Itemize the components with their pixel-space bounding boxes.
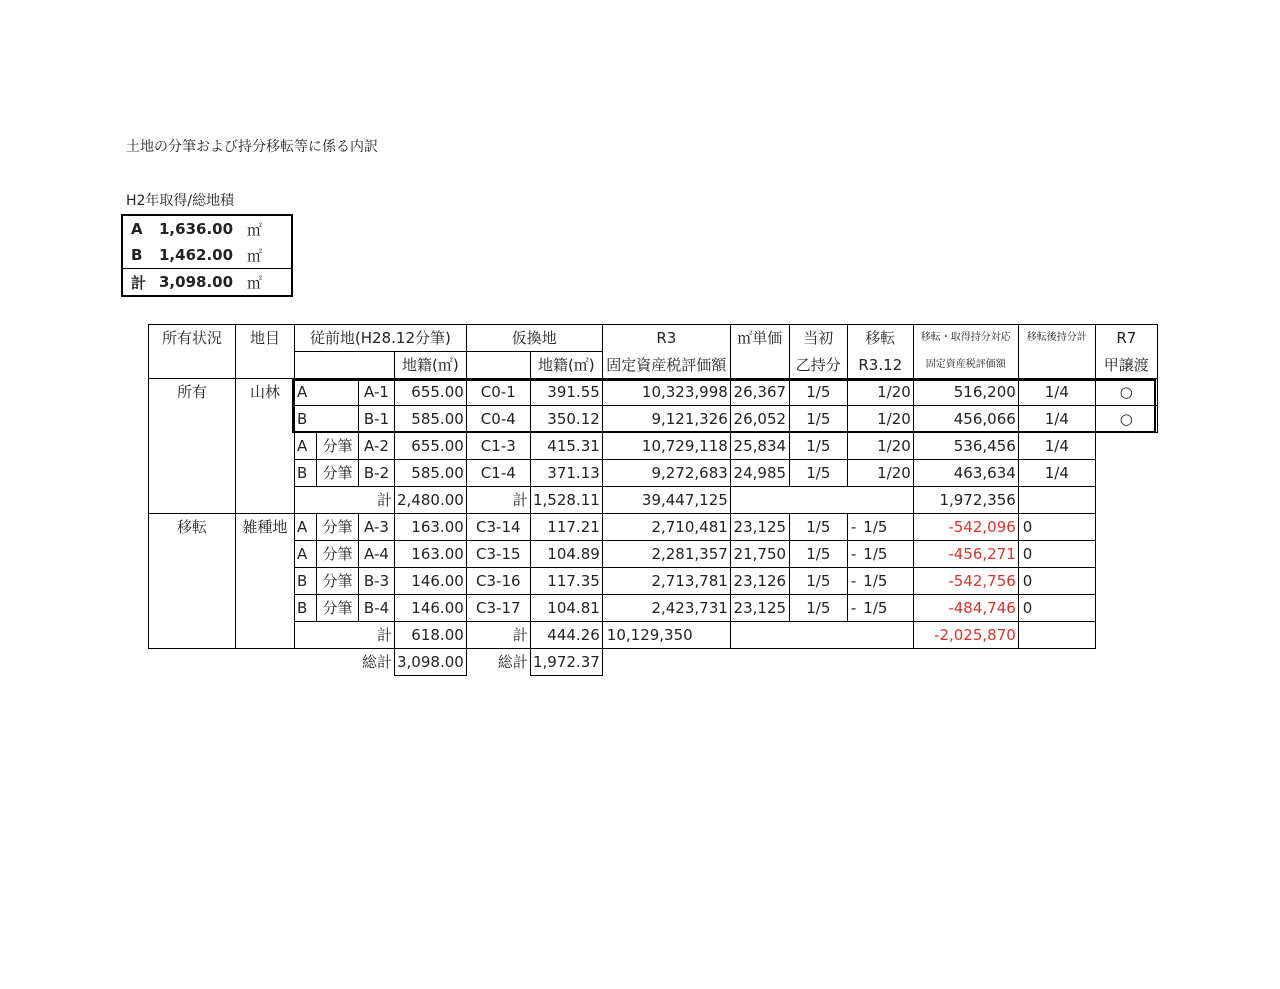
header-r7-sub: 甲譲渡 — [1095, 352, 1157, 379]
area-cell: 585.00 — [395, 460, 467, 487]
share-cell: 1/5 — [789, 541, 847, 568]
header-blank — [730, 352, 789, 379]
subtotal-row — [149, 487, 1158, 514]
transfer-cell: 1/5 — [859, 514, 913, 541]
subtotal-area: 2,480.00 — [395, 487, 467, 514]
summary-table — [121, 214, 293, 297]
value-cell: 2,281,357 — [602, 541, 730, 568]
lot-cell: B-4 — [359, 595, 395, 622]
header-r7: R7 — [1095, 325, 1157, 352]
tax-cell: -484,746 — [913, 595, 1018, 622]
temp-lot-cell: C3-15 — [466, 541, 530, 568]
land-type-cell: 雑種地 — [236, 514, 295, 649]
r7-cell: ○ — [1095, 406, 1157, 433]
table-row — [149, 379, 1158, 406]
grand-total-blank — [149, 649, 295, 676]
area-cell: 585.00 — [395, 406, 467, 433]
lot-cell: A-4 — [359, 541, 395, 568]
r7-cell — [1095, 433, 1157, 460]
value-cell: 2,423,731 — [602, 595, 730, 622]
header-row-1 — [149, 325, 1158, 352]
subtotal-temp-area: 444.26 — [530, 622, 602, 649]
header-initial-sub: 乙持分 — [789, 352, 847, 379]
value-cell: 2,713,781 — [602, 568, 730, 595]
tax-cell: 456,066 — [913, 406, 1018, 433]
summary-unit: ㎡ — [247, 220, 263, 239]
subtotal-blank — [1095, 622, 1157, 649]
transfer-cell: 1/20 — [859, 379, 913, 406]
subtotal-blank — [730, 622, 913, 649]
dash-cell — [847, 379, 859, 406]
header-transfer-tax-sub: 固定資産税評価額 — [913, 352, 1018, 379]
area-cell: 146.00 — [395, 568, 467, 595]
value-cell: 10,729,118 — [602, 433, 730, 460]
transfer-cell: 1/20 — [859, 433, 913, 460]
transfer-cell: 1/5 — [859, 541, 913, 568]
header-unit-price: ㎡単価 — [730, 325, 789, 352]
grand-total-blank — [602, 649, 1157, 676]
dash-cell — [847, 460, 859, 487]
subtotal-value: 39,447,125 — [602, 487, 730, 514]
area-cell: 163.00 — [395, 541, 467, 568]
transfer-cell: 1/20 — [859, 406, 913, 433]
summary-row-total — [122, 269, 292, 297]
unit-price-cell: 26,052 — [730, 406, 789, 433]
transfer-cell: 1/20 — [859, 460, 913, 487]
after-share-cell: 1/4 — [1018, 379, 1095, 406]
summary-label: 計 — [122, 269, 159, 297]
r7-cell — [1095, 595, 1157, 622]
code-cell: A — [295, 514, 317, 541]
header-temp-area: 地籍(㎡) — [530, 352, 602, 379]
summary-unit: ㎡ — [247, 246, 263, 265]
dash-cell — [847, 433, 859, 460]
ownership-cell: 所有 — [149, 379, 236, 514]
temp-area-cell: 415.31 — [530, 433, 602, 460]
area-cell: 655.00 — [395, 379, 467, 406]
transfer-cell: 1/5 — [859, 568, 913, 595]
subtotal-row — [149, 622, 1158, 649]
grand-total-temp-label: 総計 — [497, 653, 528, 672]
lot-cell: B-1 — [359, 406, 395, 433]
dash-cell: - — [847, 541, 859, 568]
temp-area-cell: 117.21 — [530, 514, 602, 541]
temp-lot-cell: C1-4 — [466, 460, 530, 487]
share-cell: 1/5 — [789, 406, 847, 433]
header-previous-land: 従前地(H28.12分筆) — [295, 325, 467, 352]
r7-cell — [1095, 460, 1157, 487]
split-cell: 分筆 — [317, 514, 359, 541]
code-cell: B — [295, 406, 317, 433]
header-prev-area: 地籍(㎡) — [395, 352, 467, 379]
summary-row-a — [122, 215, 292, 242]
header-blank — [1018, 352, 1095, 379]
grand-total-row — [149, 649, 1158, 676]
lot-cell: A-2 — [359, 433, 395, 460]
split-cell: 分筆 — [317, 460, 359, 487]
temp-area-cell: 104.89 — [530, 541, 602, 568]
subtotal-area: 618.00 — [395, 622, 467, 649]
subtotal-tax: 1,972,356 — [913, 487, 1018, 514]
share-cell: 1/5 — [789, 433, 847, 460]
subtotal-temp-area: 1,528.11 — [530, 487, 602, 514]
dash-cell: - — [847, 595, 859, 622]
table-row — [149, 433, 1158, 460]
after-share-cell: 1/4 — [1018, 433, 1095, 460]
subtotal-label: 計 — [295, 487, 395, 514]
temp-lot-cell: C3-14 — [466, 514, 530, 541]
grand-total-temp-area: 1,972.37 — [530, 649, 602, 676]
tax-cell: -456,271 — [913, 541, 1018, 568]
subtotal-blank — [1018, 622, 1095, 649]
share-cell: 1/5 — [789, 568, 847, 595]
tax-cell: -542,756 — [913, 568, 1018, 595]
subtotal-blank — [730, 487, 913, 514]
unit-price-cell: 23,125 — [730, 595, 789, 622]
split-cell — [317, 406, 359, 433]
subtotal-temp-label: 計 — [466, 622, 530, 649]
subtotal-label: 計 — [295, 622, 395, 649]
split-cell — [317, 379, 359, 406]
share-cell: 1/5 — [789, 514, 847, 541]
table-row — [149, 460, 1158, 487]
temp-lot-cell: C3-16 — [466, 568, 530, 595]
transfer-cell: 1/5 — [859, 595, 913, 622]
temp-area-cell: 371.13 — [530, 460, 602, 487]
code-cell: B — [295, 568, 317, 595]
code-cell: B — [295, 460, 317, 487]
temp-area-cell: 104.81 — [530, 595, 602, 622]
after-share-cell: 1/4 — [1018, 460, 1095, 487]
summary-value: 3,098.00 — [159, 269, 233, 297]
dash-cell: - — [847, 514, 859, 541]
split-cell: 分筆 — [317, 595, 359, 622]
summary-row-b — [122, 242, 292, 269]
r7-cell — [1095, 514, 1157, 541]
code-cell: A — [295, 379, 317, 406]
temp-lot-cell: C1-3 — [466, 433, 530, 460]
area-cell: 655.00 — [395, 433, 467, 460]
tax-cell: 463,634 — [913, 460, 1018, 487]
summary-value: 1,636.00 — [159, 220, 234, 238]
summary-caption: H2年取得/総地積 — [126, 193, 235, 209]
unit-price-cell: 23,126 — [730, 568, 789, 595]
r7-cell — [1095, 541, 1157, 568]
header-row-2 — [149, 352, 1158, 379]
page-title: 土地の分筆および持分移転等に係る内訳 — [126, 139, 378, 155]
subtotal-blank — [1018, 487, 1095, 514]
grand-total-area: 3,098.00 — [395, 649, 467, 676]
tax-cell: -542,096 — [913, 514, 1018, 541]
unit-price-cell: 21,750 — [730, 541, 789, 568]
unit-price-cell: 26,367 — [730, 379, 789, 406]
code-cell: B — [295, 595, 317, 622]
table-row — [149, 568, 1158, 595]
unit-price-cell: 23,125 — [730, 514, 789, 541]
table-row — [149, 595, 1158, 622]
temp-area-cell: 117.35 — [530, 568, 602, 595]
land-type-cell: 山林 — [236, 379, 295, 514]
split-cell: 分筆 — [317, 433, 359, 460]
header-temp-land: 仮換地 — [466, 325, 602, 352]
header-transfer: 移転 — [847, 325, 913, 352]
table-row — [149, 514, 1158, 541]
area-cell: 163.00 — [395, 514, 467, 541]
header-blank — [466, 352, 530, 379]
unit-price-cell: 24,985 — [730, 460, 789, 487]
table-row — [149, 406, 1158, 433]
share-cell: 1/5 — [789, 379, 847, 406]
share-cell: 1/5 — [789, 460, 847, 487]
tax-cell: 536,456 — [913, 433, 1018, 460]
header-land-type: 地目 — [236, 325, 295, 379]
lot-cell: B-2 — [359, 460, 395, 487]
after-share-cell: 0 — [1018, 568, 1095, 595]
code-cell: A — [295, 433, 317, 460]
header-r3-sub: 固定資産税評価額 — [602, 352, 730, 379]
r7-cell — [1095, 568, 1157, 595]
lot-cell: A-3 — [359, 514, 395, 541]
breakdown-table — [148, 324, 1158, 676]
temp-area-cell: 391.55 — [530, 379, 602, 406]
header-transfer-sub: R3.12 — [847, 352, 913, 379]
split-cell: 分筆 — [317, 568, 359, 595]
temp-lot-cell: C0-4 — [466, 406, 530, 433]
subtotal-tax: -2,025,870 — [913, 622, 1018, 649]
value-cell: 9,121,326 — [602, 406, 730, 433]
header-initial: 当初 — [789, 325, 847, 352]
grand-total-label: 総計 — [361, 653, 392, 672]
summary-label: A — [131, 220, 143, 238]
header-after-share: 移転後持分計 — [1018, 325, 1095, 352]
temp-lot-cell: C0-1 — [466, 379, 530, 406]
after-share-cell: 1/4 — [1018, 406, 1095, 433]
area-cell: 146.00 — [395, 595, 467, 622]
temp-lot-cell: C3-17 — [466, 595, 530, 622]
ownership-cell: 移転 — [149, 514, 236, 649]
temp-area-cell: 350.12 — [530, 406, 602, 433]
value-cell: 10,323,998 — [602, 379, 730, 406]
subtotal-blank — [1095, 487, 1157, 514]
header-blank — [295, 352, 395, 379]
subtotal-value: 10,129,350 — [602, 622, 730, 649]
after-share-cell: 0 — [1018, 541, 1095, 568]
subtotal-temp-label: 計 — [466, 487, 530, 514]
value-cell: 9,272,683 — [602, 460, 730, 487]
r7-cell: ○ — [1095, 379, 1157, 406]
summary-value: 1,462.00 — [159, 246, 234, 264]
header-ownership: 所有状況 — [149, 325, 236, 379]
value-cell: 2,710,481 — [602, 514, 730, 541]
summary-label: B — [131, 246, 143, 264]
table-row — [149, 541, 1158, 568]
share-cell: 1/5 — [789, 595, 847, 622]
lot-cell: A-1 — [359, 379, 395, 406]
summary-unit: ㎡ — [233, 269, 292, 297]
after-share-cell: 0 — [1018, 595, 1095, 622]
tax-cell: 516,200 — [913, 379, 1018, 406]
unit-price-cell: 25,834 — [730, 433, 789, 460]
dash-cell — [847, 406, 859, 433]
dash-cell: - — [847, 568, 859, 595]
header-r3: R3 — [602, 325, 730, 352]
split-cell: 分筆 — [317, 541, 359, 568]
code-cell: A — [295, 541, 317, 568]
lot-cell: B-3 — [359, 568, 395, 595]
after-share-cell: 0 — [1018, 514, 1095, 541]
header-transfer-tax: 移転・取得持分対応 — [913, 325, 1018, 352]
